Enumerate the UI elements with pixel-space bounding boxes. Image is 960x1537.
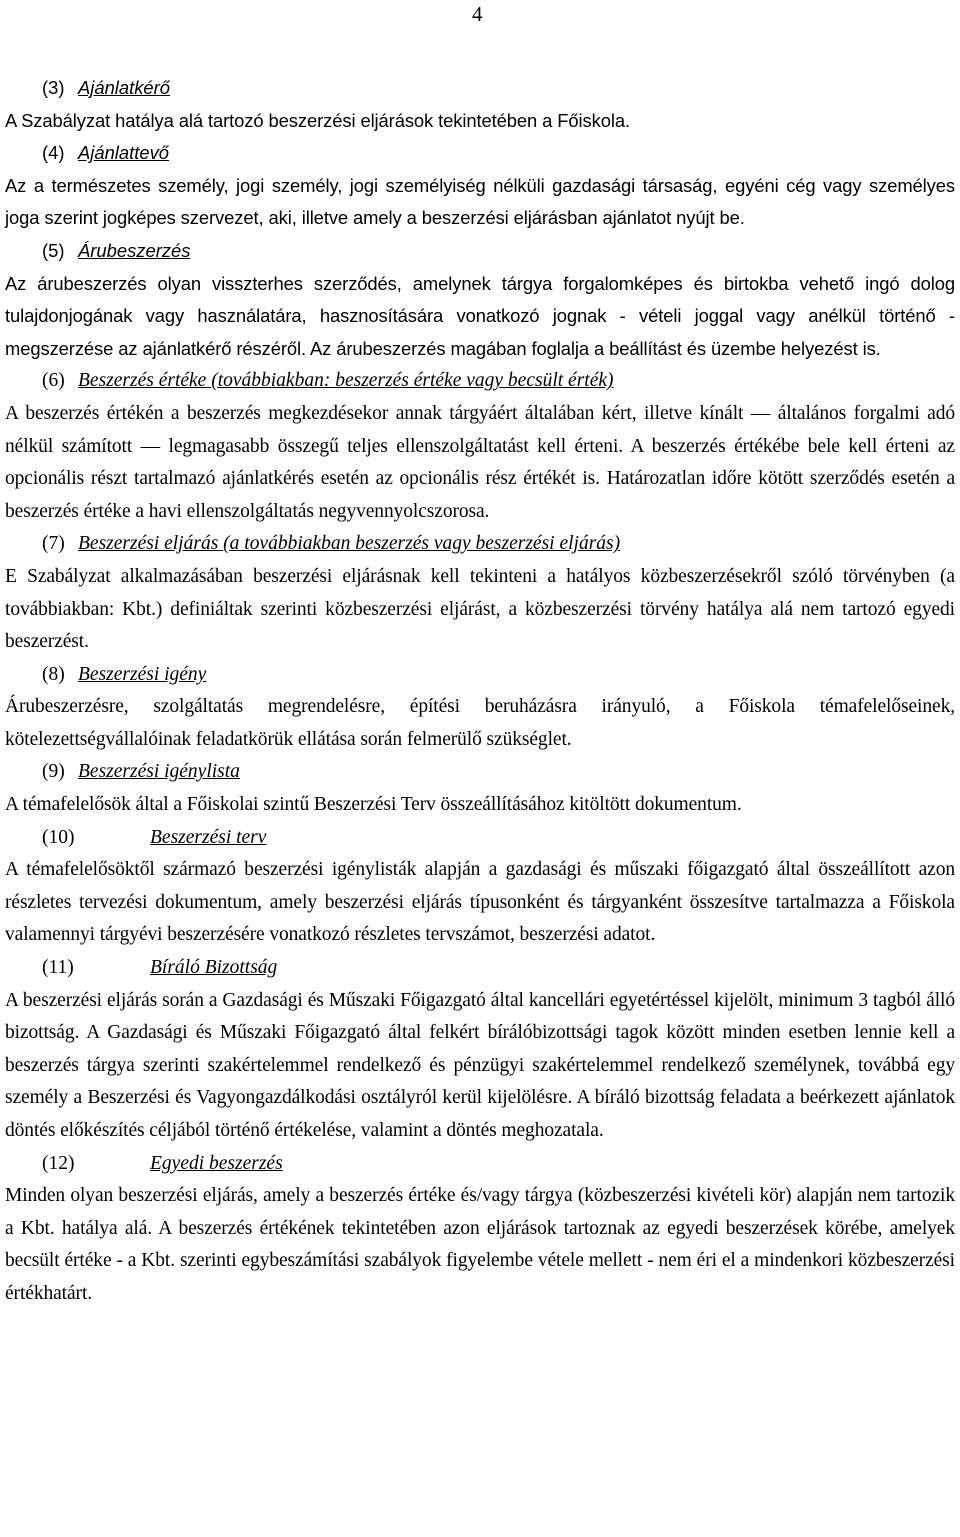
definition-entry (5, 528, 955, 658)
entry-text: Az a természetes személy, jogi személy, jogi személyiség nélküli gazdasági társaság, egyéni cég vagy személyes joga szerint jogképes szervezet, aki, illetve amely a beszerzési eljárásban ajánlatot nyújt be. (5, 174, 955, 229)
entry-number: (12) (42, 1152, 75, 1174)
entry-title: Beszerzési igénylista (78, 761, 240, 783)
entry-text: Minden olyan beszerzési eljárás, amely a beszerzés értéke és/vagy tárgya (közbeszerzési kivételi kör) alapján nem tartozik a Kbt. hatálya alá. A beszerzés értékének tekintetében azon eljárások tartoznak az egyedi beszerzések körébe, amelyek becsült értéke - a Kbt. szerinti egybeszámítási szabályok figyelembe vétele mellett - nem éri el a mindenkori közbeszerzési értékhatárt. (5, 1185, 955, 1304)
definition-entry (5, 659, 955, 757)
entry-text: A beszerzés értékén a beszerzés megkezdésekor annak tárgyáért általában kért, illetve kínált — általános forgalmi adó nélkül számított — legmagasabb összegű teljes ellenszolgáltatást kell érteni. A beszerzés értékébe bele kell érteni az opcionális részt tartalmazó ajánlatkérés esetén az opcionális rész értékét is. Határozatlan időre kötött szerződés esetén a beszerzés értéke a havi ellenszolgáltatás negyvennyolcszorosa. (5, 402, 955, 522)
entry-text: Az árubeszerzés olyan visszterhes szerződés, amelynek tárgya forgalomképes és birtokba vehető ingó dolog tulajdonjogának vagy használatára, hasznosítására vonatkozó jognak - vételi joggal vagy anélkül történő - megszerzése az ajánlatkérő részéről. Az árubeszerzés magában foglalja a beállítást és üzembe helyezést is. (5, 272, 955, 359)
entry-heading (5, 659, 955, 692)
entry-number: (5) (42, 239, 65, 261)
entry-title: Beszerzés értéke (továbbiakban: beszerzés értéke vagy becsült érték) (78, 370, 614, 392)
entry-text: Árubeszerzésre, szolgáltatás megrendelésre, építési beruházásra irányuló, a Főiskola témafelelőseinek, kötelezettségvállalóinak feladatkörük ellátása során felmerülő szükséglet. (5, 696, 955, 750)
entry-heading (5, 952, 955, 985)
entry-number: (7) (42, 533, 65, 555)
entry-title: Ajánlattevő (78, 142, 169, 164)
entry-title: Beszerzési eljárás (a továbbiakban beszerzés vagy beszerzési eljárás) (78, 533, 621, 555)
entry-number: (8) (42, 663, 65, 685)
definition-entry (5, 822, 955, 952)
entry-text: A témafelelősöktől származó beszerzési igénylisták alapján a gazdasági és műszaki főigazgató által összeállított azon részletes tervezési dokumentum, amely beszerzési eljárás típusonként és tárgyanként összesítve tartalmazza a Főiskola valamennyi tárgyévi beszerzésére vonatkozó részletes tervszámot, beszerzési adatot. (5, 859, 955, 946)
entry-number: (9) (42, 761, 65, 783)
definition-entry (5, 137, 955, 235)
entry-heading (5, 528, 955, 561)
entry-text: A Szabályzat hatálya alá tartozó beszerzési eljárások tekintetében a Főiskola. (5, 109, 630, 131)
entry-text: E Szabályzat alkalmazásában beszerzési eljárásnak kell tekinteni a hatályos közbeszerzésekről szóló törvényben (a továbbiakban: Kbt.) definiáltak szerinti közbeszerzési eljárást, a közbeszerzési törvény hatálya alá nem tartozó egyedi beszerzést. (5, 565, 955, 653)
entry-heading (5, 756, 955, 789)
entry-title: Bíráló Bizottság (150, 957, 278, 979)
definition-entry (5, 365, 955, 528)
entry-title: Árubeszerzés (78, 239, 191, 261)
entry-heading (5, 72, 955, 105)
entry-number: (11) (42, 957, 74, 979)
entry-text: A témafelelősök által a Főiskolai szintű Beszerzési Terv összeállításához kitöltött dokumentum. (5, 794, 742, 816)
entry-heading (5, 137, 955, 170)
entry-text: A beszerzési eljárás során a Gazdasági és Műszaki Főigazgató által kancellári egyetértéssel kijelölt, minimum 3 tagból álló bizottság. A Gazdasági és Műszaki Főigazgató által felkért bírálóbizottsági tagok között minden esetben lennie kell a beszerzés tárgya szerinti szakértelemmel rendelkező és pénzügyi szakértelemmel rendelkező személynek, továbbá egy személy a Beszerzési és Vagyongazdálkodási osztályról kerül kijelölésre. A bíráló bizottság feladata a beérkezett ajánlatok döntés előkészítés céljából történő értékelése, valamint a döntés meghozatala. (5, 989, 955, 1141)
definition-entry (5, 1148, 955, 1311)
entry-title: Egyedi beszerzés (150, 1152, 283, 1174)
entry-number: (6) (42, 370, 65, 392)
entry-heading (5, 1148, 955, 1181)
entry-heading (5, 235, 955, 268)
page-number: 4 (472, 2, 483, 26)
entry-number: (4) (42, 142, 65, 164)
entry-heading (5, 822, 955, 855)
entry-title: Beszerzési terv (150, 826, 267, 848)
document-body (5, 72, 955, 1311)
definition-entry (5, 72, 955, 137)
entry-title: Ajánlatkérő (78, 77, 171, 98)
definition-entry (5, 756, 955, 821)
entry-number: (10) (42, 826, 75, 848)
entry-number: (3) (42, 77, 65, 98)
entry-heading (5, 365, 955, 398)
definition-entry (5, 235, 955, 365)
definition-entry (5, 952, 955, 1148)
entry-title: Beszerzési igény (78, 663, 207, 685)
